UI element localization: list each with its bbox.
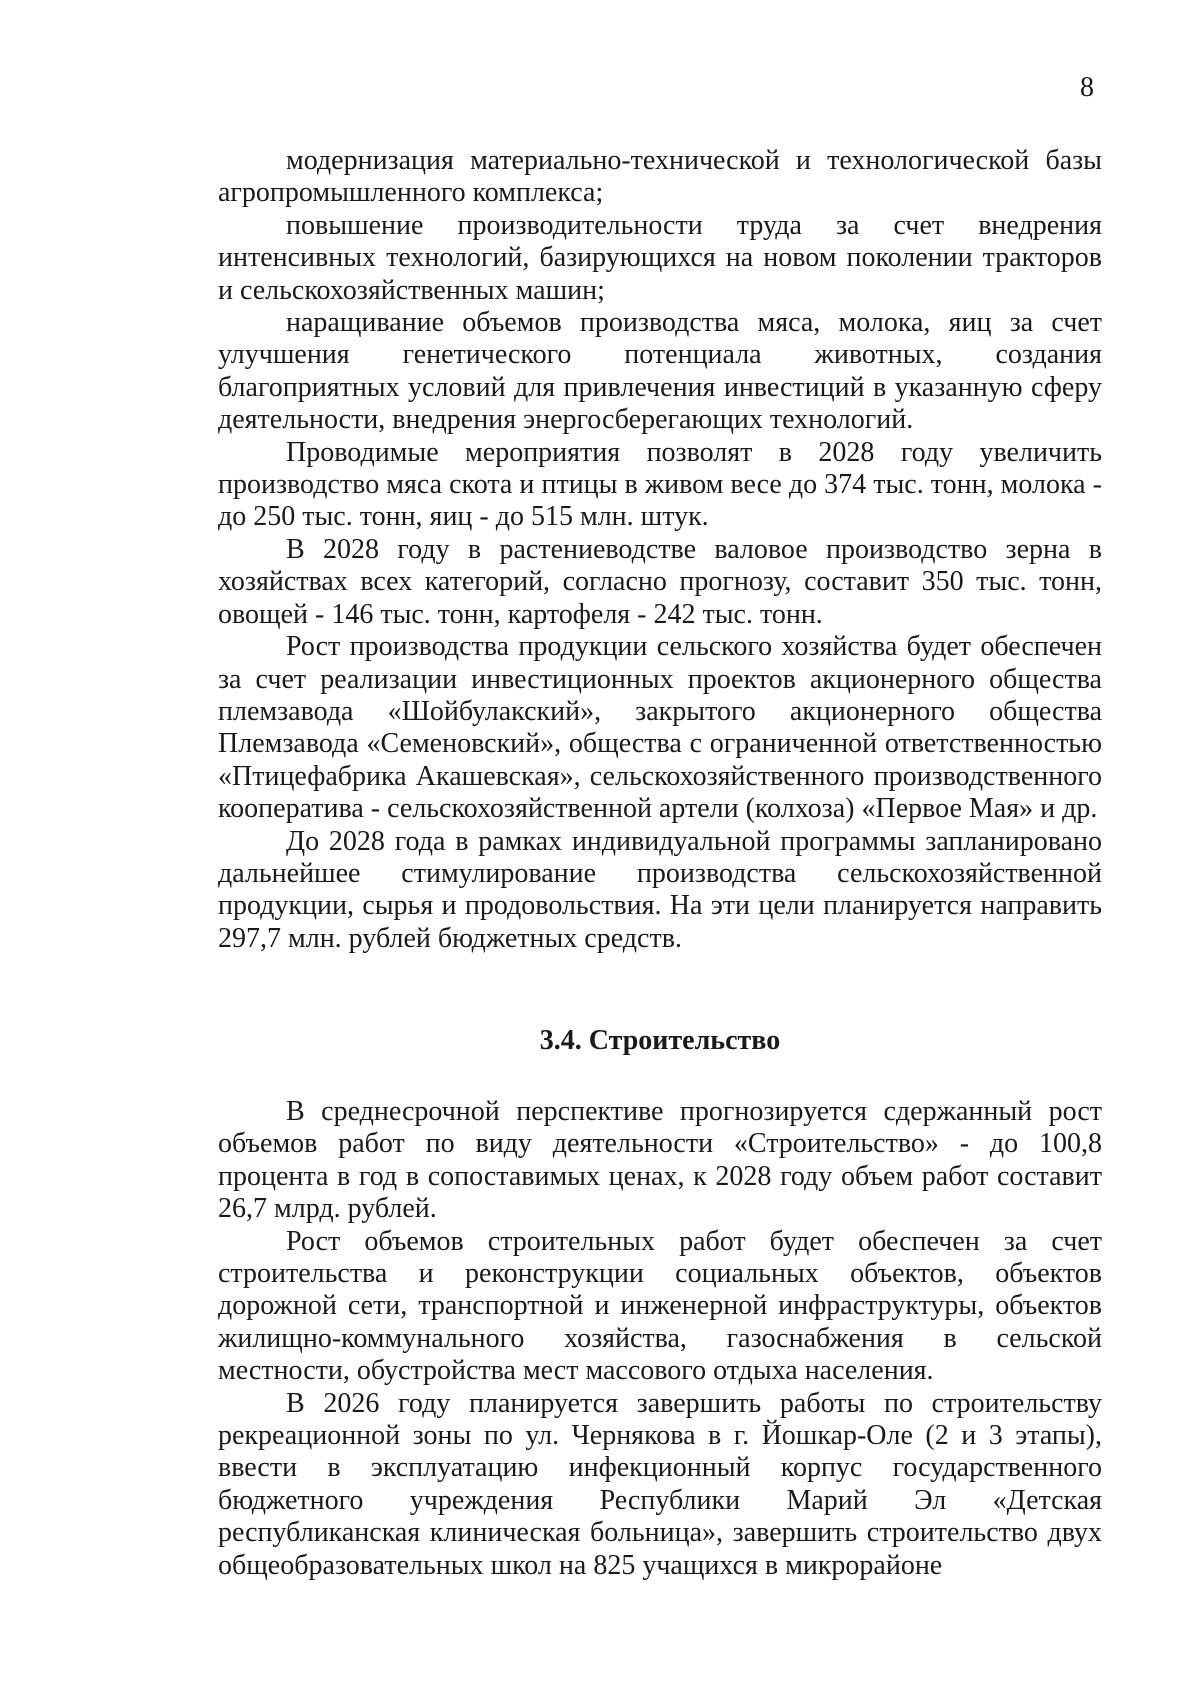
paragraph: повышение производительности труда за счет внедрения интенсивных технологий, базирующихся на новом поколении тракторов и сельскохозяйственных машин; — [218, 209, 1102, 306]
construction-text-block — [218, 1096, 1102, 1582]
paragraph: модернизация материально-технической и технологической базы агропромышленного комплекса; — [218, 145, 1102, 209]
paragraph: До 2028 года в рамках индивидуальной программы запланировано дальнейшее стимулирование производства сельскохозяйственной продукции, сырья и продовольствия. На эти цели планируется направить 297,7 млн. рублей бюджетных средств. — [218, 825, 1102, 954]
section-heading: 3.4. Строительство — [539, 1025, 781, 1056]
paragraph: В 2026 году планируется завершить работы по строительству рекреационной зоны по ул. Чернякова в г. Йошкар-Оле (2 и 3 этапы), ввести в эксплуатацию инфекционный корпус государственного бюджетного учреждения Республики Марий Эл «Детская республиканская клиническая больница», завершить строительство двух общеобразовательных школ на 825 учащихся в микрорайоне — [218, 1387, 1102, 1581]
paragraph: Проводимые мероприятия позволят в 2028 году увеличить производство мяса скота и птицы в живом весе до 374 тыс. тонн, молока - до 250 тыс. тонн, яиц - до 515 млн. штук. — [218, 436, 1102, 533]
agriculture-text-block — [218, 145, 1102, 955]
paragraph: Рост производства продукции сельского хозяйства будет обеспечен за счет реализации инвестиционных проектов акционерного общества племзавода «Шойбулакский», закрытого акционерного общества Племзавода «Семеновский», общества с ограниченной ответственностью «Птицефабрика Акашевская», сельскохозяйственного производственного кооператива - сельскохозяйственной артели (колхоза) «Первое Мая» и др. — [218, 631, 1102, 825]
paragraph: В среднесрочной перспективе прогнозируется сдержанный рост объемов работ по виду деятельности «Строительство» - до 100,8 процента в год в сопоставимых ценах, к 2028 году объем работ составит 26,7 млрд. рублей. — [218, 1096, 1102, 1225]
paragraph: В 2028 году в растениеводстве валовое производство зерна в хозяйствах всех категорий, согласно прогнозу, составит 350 тыс. тонн, овощей - 146 тыс. тонн, картофеля - 242 тыс. тонн. — [218, 533, 1102, 630]
page-number: 8 — [1080, 72, 1094, 103]
paragraph: наращивание объемов производства мяса, молока, яиц за счет улучшения генетического потенциала животных, создания благоприятных условий для привлечения инвестиций в указанную сферу деятельности, внедрения энергосберегающих технологий. — [218, 307, 1102, 436]
paragraph: Рост объемов строительных работ будет обеспечен за счет строительства и реконструкции социальных объектов, объектов дорожной сети, транспортной и инженерной инфраструктуры, объектов жилищно-коммунального хозяйства, газоснабжения в сельской местности, обустройства мест массового отдыха населения. — [218, 1225, 1102, 1387]
